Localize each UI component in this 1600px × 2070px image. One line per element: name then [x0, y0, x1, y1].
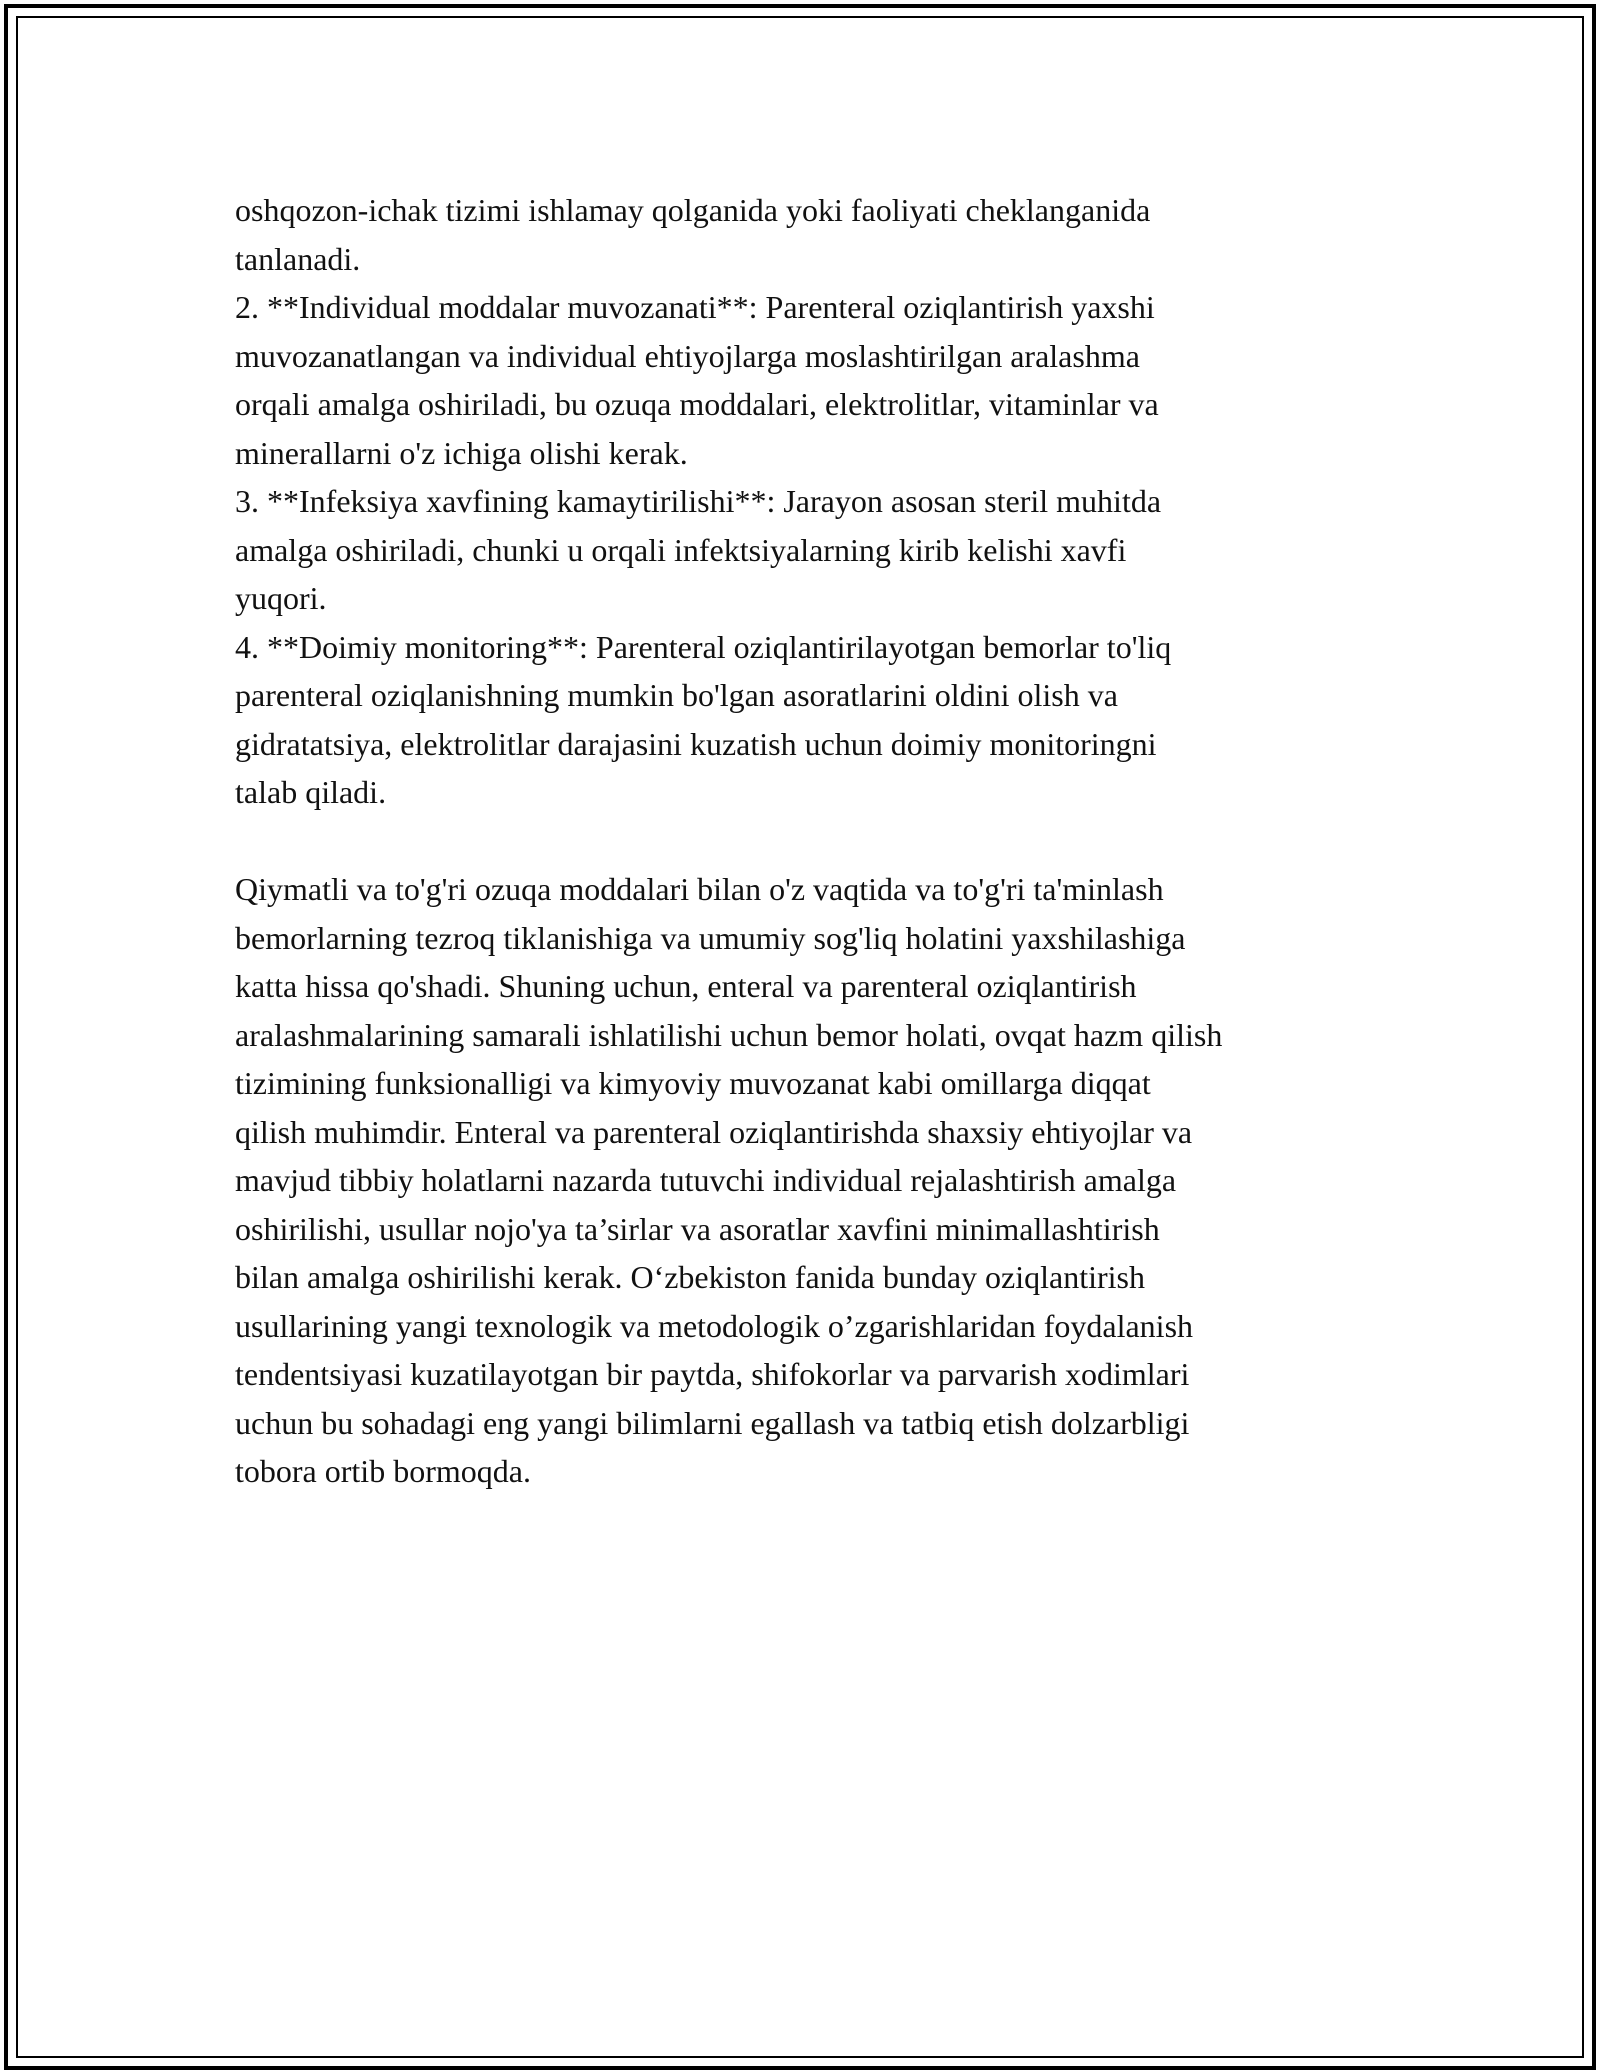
text-line: orqali amalga oshiriladi, bu ozuqa moddalari, elektrolitlar, vitaminlar va: [235, 386, 1159, 422]
text-line: bilan amalga oshirilishi kerak. O‘zbekiston fanida bunday oziqlantirish: [235, 1259, 1145, 1295]
text-line: uchun bu sohadagi eng yangi bilimlarni egallash va tatbiq etish dolzarbligi: [235, 1404, 1190, 1441]
text-line: oshirilishi, usullar nojo'ya ta’sirlar va asoratlar xavfini minimallashtirish: [235, 1210, 1160, 1247]
text-line: tendentsiyasi kuzatilayotgan bir paytda, shifokorlar va parvarish xodimlari: [235, 1356, 1190, 1392]
list-item-2: [235, 283, 1385, 477]
text-line: bemorlarning tezroq tiklanishiga va umumiy sog'liq holatini yaxshilashiga: [235, 919, 1186, 956]
text-line: muvozanatlangan va individual ehtiyojlarga moslashtirilgan aralashma: [235, 337, 1140, 374]
list-item-3: [235, 477, 1385, 623]
text-line: 2. **Individual moddalar muvozanati**: Parenteral oziqlantirish yaxshi: [235, 289, 1155, 325]
text-line: parenteral oziqlanishning mumkin bo'lgan asoratlarini oldini olish va: [235, 677, 1118, 713]
document-body: [235, 186, 1385, 1496]
text-line: tizimining funksionalligi va kimyoviy muvozanat kabi omillarga diqqat: [235, 1065, 1151, 1101]
list-item-4: [235, 623, 1385, 817]
text-line: gidratatsiya, elektrolitlar darajasini kuzatish uchun doimiy monitoringni: [235, 725, 1157, 762]
text-line: yuqori.: [235, 580, 327, 616]
paragraph-spacer: [235, 817, 1385, 866]
text-line: tobora ortib bormoqda.: [235, 1453, 531, 1489]
text-line: tanlanadi.: [235, 240, 361, 277]
list-continuation: [235, 186, 1385, 283]
text-line: oshqozon-ichak tizimi ishlamay qolganida yoki faoliyati cheklanganida: [235, 192, 1151, 228]
text-line: Qiymatli va to'g'ri ozuqa moddalari bilan o'z vaqtida va to'g'ri ta'minlash: [235, 871, 1164, 907]
text-line: 3. **Infeksiya xavfining kamaytirilishi**: Jarayon asosan steril muhitda: [235, 483, 1162, 519]
text-line: usullarining yangi texnologik va metodologik o’zgarishlaridan foydalanish: [235, 1307, 1194, 1344]
text-line: mavjud tibbiy holatlarni nazarda tutuvchi individual rejalashtirish amalga: [235, 1162, 1177, 1198]
text-line: 4. **Doimiy monitoring**: Parenteral oziqlantirilayotgan bemorlar to'liq: [235, 628, 1172, 665]
closing-paragraph: [235, 865, 1385, 1496]
text-line: katta hissa qo'shadi. Shuning uchun, enteral va parenteral oziqlantirish: [235, 968, 1137, 1004]
text-line: minerallarni o'z ichiga olishi kerak.: [235, 434, 688, 471]
text-line: talab qiladi.: [235, 774, 387, 810]
text-line: aralashmalarining samarali ishlatilishi uchun bemor holati, ovqat hazm qilish: [235, 1016, 1223, 1053]
text-line: qilish muhimdir. Enteral va parenteral oziqlantirishda shaxsiy ehtiyojlar va: [235, 1113, 1193, 1150]
text-line: amalga oshiriladi, chunki u orqali infektsiyalarning kirib kelishi xavfi: [235, 531, 1127, 568]
